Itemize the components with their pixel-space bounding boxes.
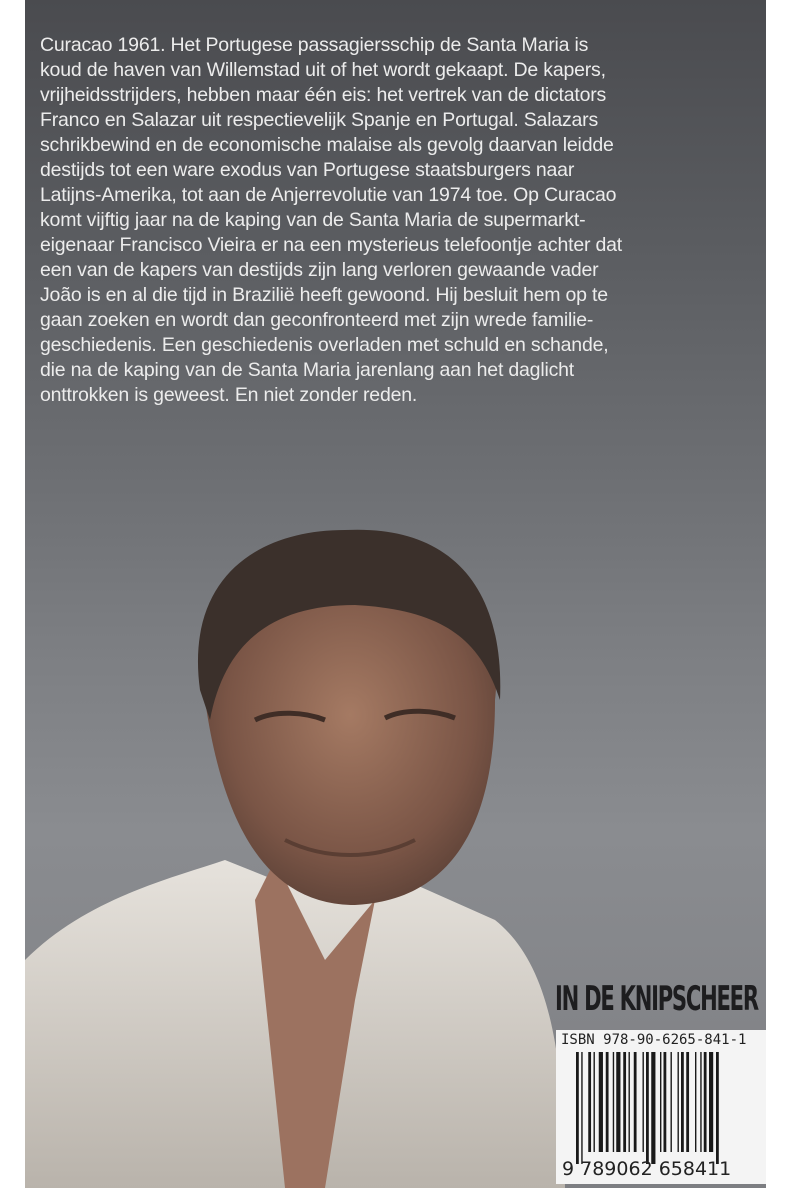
isbn-barcode (556, 1030, 766, 1184)
blurb-line: geschiedenis. Een geschiedenis overladen met schuld en schande, (40, 334, 609, 356)
blurb-line: João is en al die tijd in Brazilië heeft gewoond. Hij besluit hem op te (40, 284, 608, 306)
blurb-line: koud de haven van Willemstad uit of het wordt gekaapt. De kapers, (40, 59, 606, 81)
blurb-line: onttrokken is geweest. En niet zonder reden. (40, 384, 418, 406)
blurb-line: Franco en Salazar uit respectievelijk Spanje en Portugal. Salazars (40, 109, 599, 131)
blurb-line: schrikbewind en de economische malaise als gevolg daarvan leidde (40, 134, 614, 156)
blurb-line: die na de kaping van de Santa Maria jarenlang aan het daglicht (40, 359, 574, 381)
barcode-bars (576, 1052, 751, 1164)
back-cover-blurb (40, 33, 760, 408)
blurb-line: gaan zoeken en wordt dan geconfronteerd met zijn wrede familie- (40, 309, 594, 331)
publisher-logo: IN DE KNIPSCHEER (555, 979, 758, 1019)
book-back-cover (25, 0, 766, 1188)
blurb-line: Latijns-Amerika, tot aan de Anjerrevolutie van 1974 toe. Op Curacao (40, 184, 617, 206)
blurb-line: Curacao 1961. Het Portugese passagiersschip de Santa Maria is (40, 34, 589, 56)
blurb-line: vrijheidsstrijders, hebben maar één eis: het vertrek van de dictators (40, 84, 607, 106)
isbn-label: ISBN 978-90-6265-841-1 (561, 1032, 747, 1048)
blurb-line: een van de kapers van destijds zijn lang verloren gewaande vader (40, 259, 599, 281)
blurb-line: komt vijftig jaar na de kaping van de Santa Maria de supermarkt- (40, 209, 586, 231)
barcode-digits: 9 789062 658411 (562, 1158, 732, 1180)
blurb-line: destijds tot een ware exodus van Portugese staatsburgers naar (40, 159, 575, 181)
blurb-line: eigenaar Francisco Vieira er na een mysterieus telefoontje achter dat (40, 234, 623, 256)
